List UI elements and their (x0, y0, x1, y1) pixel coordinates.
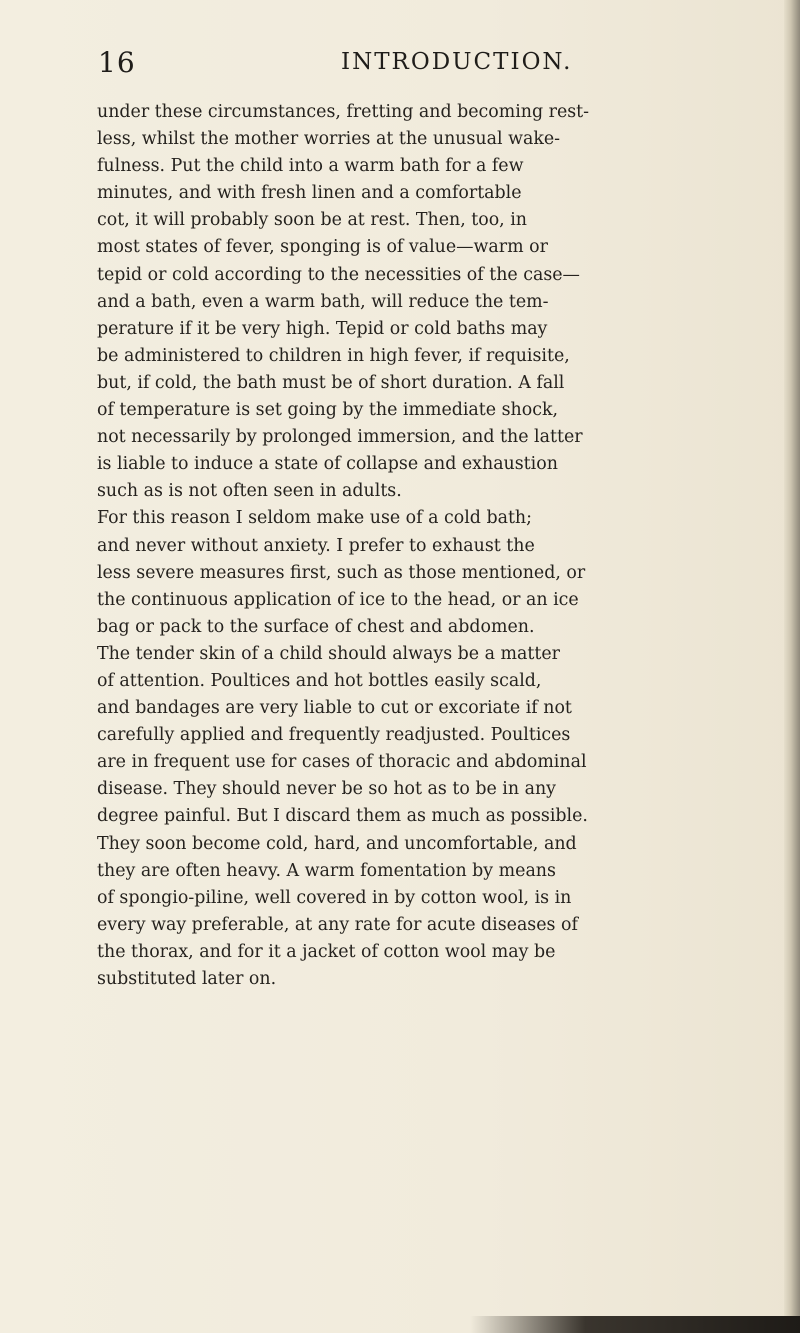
text-line: such as is not often seen in adults. (97, 481, 402, 502)
text-line: less severe measures first, such as those mentioned, or (97, 562, 586, 583)
body-text (97, 99, 797, 993)
text-line: They soon become cold, hard, and uncomfortable, and (97, 833, 577, 854)
text-line: the thorax, and for it a jacket of cotton wool may be (97, 941, 556, 962)
text-line: For this reason I seldom make use of a cold bath; (97, 508, 532, 529)
text-line: fulness. Put the child into a warm bath for a few (97, 156, 524, 177)
text-line: and a bath, even a warm bath, will reduce the tem- (97, 291, 549, 312)
text-line: are in frequent use for cases of thoracic and abdominal (97, 752, 587, 773)
text-line: The tender skin of a child should always be a matter (97, 643, 560, 664)
text-line: but, if cold, the bath must be of short duration. A fall (97, 372, 565, 393)
page-bottom-shadow (470, 1316, 800, 1333)
text-line: perature if it be very high. Tepid or cold baths may (97, 318, 548, 339)
text-line: and never without anxiety. I prefer to exhaust the (97, 535, 535, 556)
text-line: they are often heavy. A warm fomentation by means (97, 860, 556, 881)
text-line: not necessarily by prolonged immersion, and the latter (97, 427, 583, 448)
text-line: every way preferable, at any rate for acute diseases of (97, 914, 578, 935)
text-line: less, whilst the mother worries at the unusual wake- (97, 129, 561, 150)
text-line: and bandages are very liable to cut or excoriate if not (97, 698, 572, 719)
text-line: substituted later on. (97, 969, 277, 989)
text-line: disease. They should never be so hot as to be in any (97, 779, 556, 800)
text-line: cot, it will probably soon be at rest. Then, too, in (97, 210, 527, 231)
text-line: the continuous application of ice to the head, or an ice (97, 589, 579, 610)
text-line: degree painful. But I discard them as much as possible. (97, 806, 588, 827)
text-line: under these circumstances, fretting and becoming rest- (97, 102, 590, 122)
text-line: be administered to children in high fever, if requisite, (97, 345, 570, 366)
text-line: of attention. Poultices and hot bottles easily scald, (97, 670, 542, 691)
text-line: most states of fever, sponging is of value—warm or (97, 237, 548, 258)
text-line: carefully applied and frequently readjusted. Poultices (97, 725, 571, 746)
text-line: bag or pack to the surface of chest and abdomen. (97, 616, 535, 637)
chapter-title: INTRODUCTION. (341, 49, 573, 75)
text-line: of temperature is set going by the immediate shock, (97, 400, 559, 421)
text-line: minutes, and with fresh linen and a comfortable (97, 183, 522, 204)
text-line: is liable to induce a state of collapse and exhaustion (97, 454, 558, 475)
page-number: 16 (98, 46, 136, 79)
text-line: of spongio-piline, well covered in by cotton wool, is in (97, 887, 572, 908)
text-line: tepid or cold according to the necessities of the case— (97, 264, 580, 285)
running-head (98, 46, 788, 82)
